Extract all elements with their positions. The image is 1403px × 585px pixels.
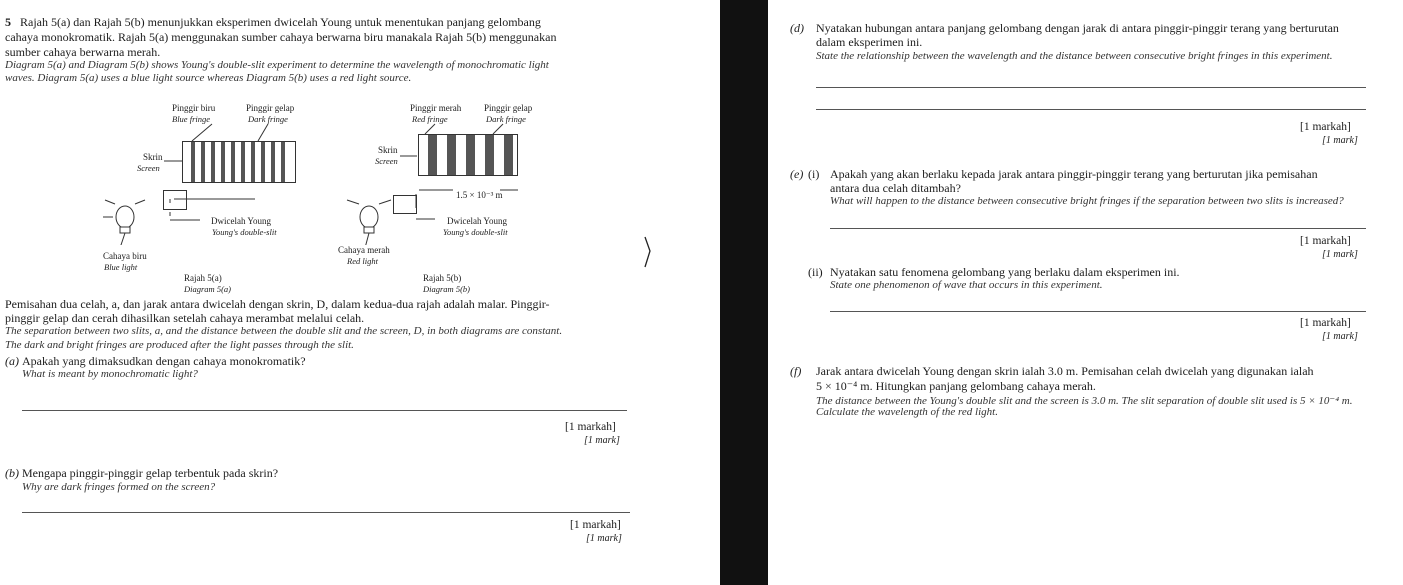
double-slit-b-label-ms: Dwicelah Young <box>447 216 507 226</box>
red-fringe-label-ms: Pinggir merah <box>410 103 462 113</box>
scan-bracket-mark <box>644 235 654 270</box>
blue-fringe-label-en: Blue fringe <box>172 114 211 124</box>
intro-ms-3: sumber cahaya berwarna merah. <box>5 45 161 59</box>
page-gutter <box>720 0 768 585</box>
qb-question-ms: Mengapa pinggir-pinggir gelap terbentuk pada skrin? <box>22 466 279 480</box>
double-slit-label-en: Young's double-slit <box>212 227 277 237</box>
qf-question-en-1: The distance between the Young's double slit and the screen is 3.0 m. The slit separation of double slit used is 5 × 10⁻⁴ m. <box>816 395 1353 407</box>
double-slit-b-label-en: Young's double-slit <box>443 227 508 237</box>
qd-mark-en: [1 mark] <box>1322 135 1358 146</box>
qa-answer-line[interactable] <box>22 410 627 411</box>
qf-working-space[interactable] <box>816 425 1366 575</box>
qb-mark-ms: [1 markah] <box>570 519 621 531</box>
qb-mark-en: [1 mark] <box>586 533 622 544</box>
qe-label: (e) <box>790 167 804 181</box>
qe-i-answer-line[interactable] <box>830 228 1366 229</box>
qb-label: (b) <box>5 466 19 480</box>
qe-ii-question-en: State one phenomenon of wave that occurs in this experiment. <box>830 279 1103 291</box>
qd-answer-line-1[interactable] <box>816 87 1366 88</box>
qb-answer-line[interactable] <box>22 512 630 513</box>
blue-light-label-en: Blue light <box>104 262 138 272</box>
screen-b-label-en: Screen <box>375 156 398 166</box>
red-light-label-ms: Cahaya merah <box>338 245 390 255</box>
qd-answer-line-2[interactable] <box>816 109 1366 110</box>
dark-fringe-b-label-ms: Pinggir gelap <box>484 103 533 113</box>
qe-i-question-ms-1: Apakah yang akan berlaku kepada jarak antara pinggir-pinggir terang yang berturutan jika pemisahan <box>830 167 1318 181</box>
fringe-spacing-label: 1.5 × 10⁻³ m <box>456 190 503 200</box>
qb-question-en: Why are dark fringes formed on the screen? <box>22 481 216 493</box>
intro-ms-2: cahaya monokromatik. Rajah 5(a) menggunakan sumber cahaya berwarna biru manakala Rajah 5(b) menggunakan <box>5 30 557 44</box>
qa-mark-ms: [1 markah] <box>565 421 616 433</box>
dark-fringe-b-label-en: Dark fringe <box>486 114 526 124</box>
blue-light-label-ms: Cahaya biru <box>103 251 147 261</box>
qe-i-question-ms-2: antara dua celah ditambah? <box>830 181 961 195</box>
screen-b-label-ms: Skrin <box>378 145 398 155</box>
dark-fringe-label-en: Dark fringe <box>248 114 288 124</box>
intro-en-1: Diagram 5(a) and Diagram 5(b) shows Young's double-slit experiment to determine the wavelength of monochromatic light <box>5 59 549 71</box>
qd-question-ms-1: Nyatakan hubungan antara panjang gelombang dengan jarak di antara pinggir-pinggir terang yang berturutan <box>816 21 1339 35</box>
qe-i-label: (i) <box>808 167 820 181</box>
separation-en-2: The dark and bright fringes are produced after the light passes through the slit. <box>5 339 354 351</box>
qe-i-mark-ms: [1 markah] <box>1300 235 1351 247</box>
screen-label-ms: Skrin <box>143 152 163 162</box>
diagram-5b-caption-en: Diagram 5(b) <box>423 284 470 294</box>
qe-ii-answer-line[interactable] <box>830 311 1366 312</box>
qd-mark-ms: [1 markah] <box>1300 121 1351 133</box>
qf-question-ms-2: 5 × 10⁻⁴ m. Hitungkan panjang gelombang cahaya merah. <box>816 379 1096 393</box>
qa-label: (a) <box>5 354 19 368</box>
red-light-label-en: Red light <box>347 256 378 266</box>
qe-i-question-en: What will happen to the distance between consecutive bright fringes if the separation between two slits is increased? <box>830 195 1344 207</box>
intro-ms-1: Rajah 5(a) dan Rajah 5(b) menunjukkan eksperimen dwicelah Young untuk menentukan panjang gelombang <box>20 15 541 29</box>
qe-ii-question-ms: Nyatakan satu fenomena gelombang yang berlaku dalam eksperimen ini. <box>830 265 1180 279</box>
diagram-5a-caption-ms: Rajah 5(a) <box>184 273 222 283</box>
separation-en-1: The separation between two slits, a, and the distance between the double slit and the screen, D, in both diagrams are constant. <box>5 325 563 337</box>
question-number: 5 <box>5 15 11 29</box>
double-slit-label-ms: Dwicelah Young <box>211 216 271 226</box>
blue-fringe-label-ms: Pinggir biru <box>172 103 216 113</box>
qe-i-mark-en: [1 mark] <box>1322 249 1358 260</box>
qa-question-en: What is meant by monochromatic light? <box>22 368 198 380</box>
qf-label: (f) <box>790 364 802 378</box>
separation-ms-1: Pemisahan dua celah, a, dan jarak antara dwicelah dengan skrin, D, dalam kedua-dua rajah adalah malar. Pinggir- <box>5 297 550 311</box>
qe-ii-mark-ms: [1 markah] <box>1300 317 1351 329</box>
qa-mark-en: [1 mark] <box>584 435 620 446</box>
screen-label-en: Screen <box>137 163 160 173</box>
qf-question-en-2: Calculate the wavelength of the red light. <box>816 406 998 418</box>
qd-label: (d) <box>790 21 804 35</box>
dark-fringe-label-ms: Pinggir gelap <box>246 103 295 113</box>
qf-question-ms-1: Jarak antara dwicelah Young dengan skrin ialah 3.0 m. Pemisahan celah dwicelah yang digunakan ialah <box>816 364 1314 378</box>
qe-ii-label: (ii) <box>808 265 823 279</box>
diagram-5a-caption-en: Diagram 5(a) <box>184 284 231 294</box>
qa-question-ms: Apakah yang dimaksudkan dengan cahaya monokromatik? <box>22 354 306 368</box>
qe-ii-mark-en: [1 mark] <box>1322 331 1358 342</box>
qd-question-ms-2: dalam eksperimen ini. <box>816 35 923 49</box>
separation-ms-2: pinggir gelap dan cerah dihasilkan setelah cahaya merambat melalui celah. <box>5 311 365 325</box>
qd-question-en: State the relationship between the wavelength and the distance between consecutive bright fringes in this experiment. <box>816 50 1333 62</box>
diagram-5b-caption-ms: Rajah 5(b) <box>423 273 462 283</box>
intro-en-2: waves. Diagram 5(a) uses a blue light source whereas Diagram 5(b) uses a red light source. <box>5 72 412 84</box>
red-fringe-label-en: Red fringe <box>412 114 448 124</box>
